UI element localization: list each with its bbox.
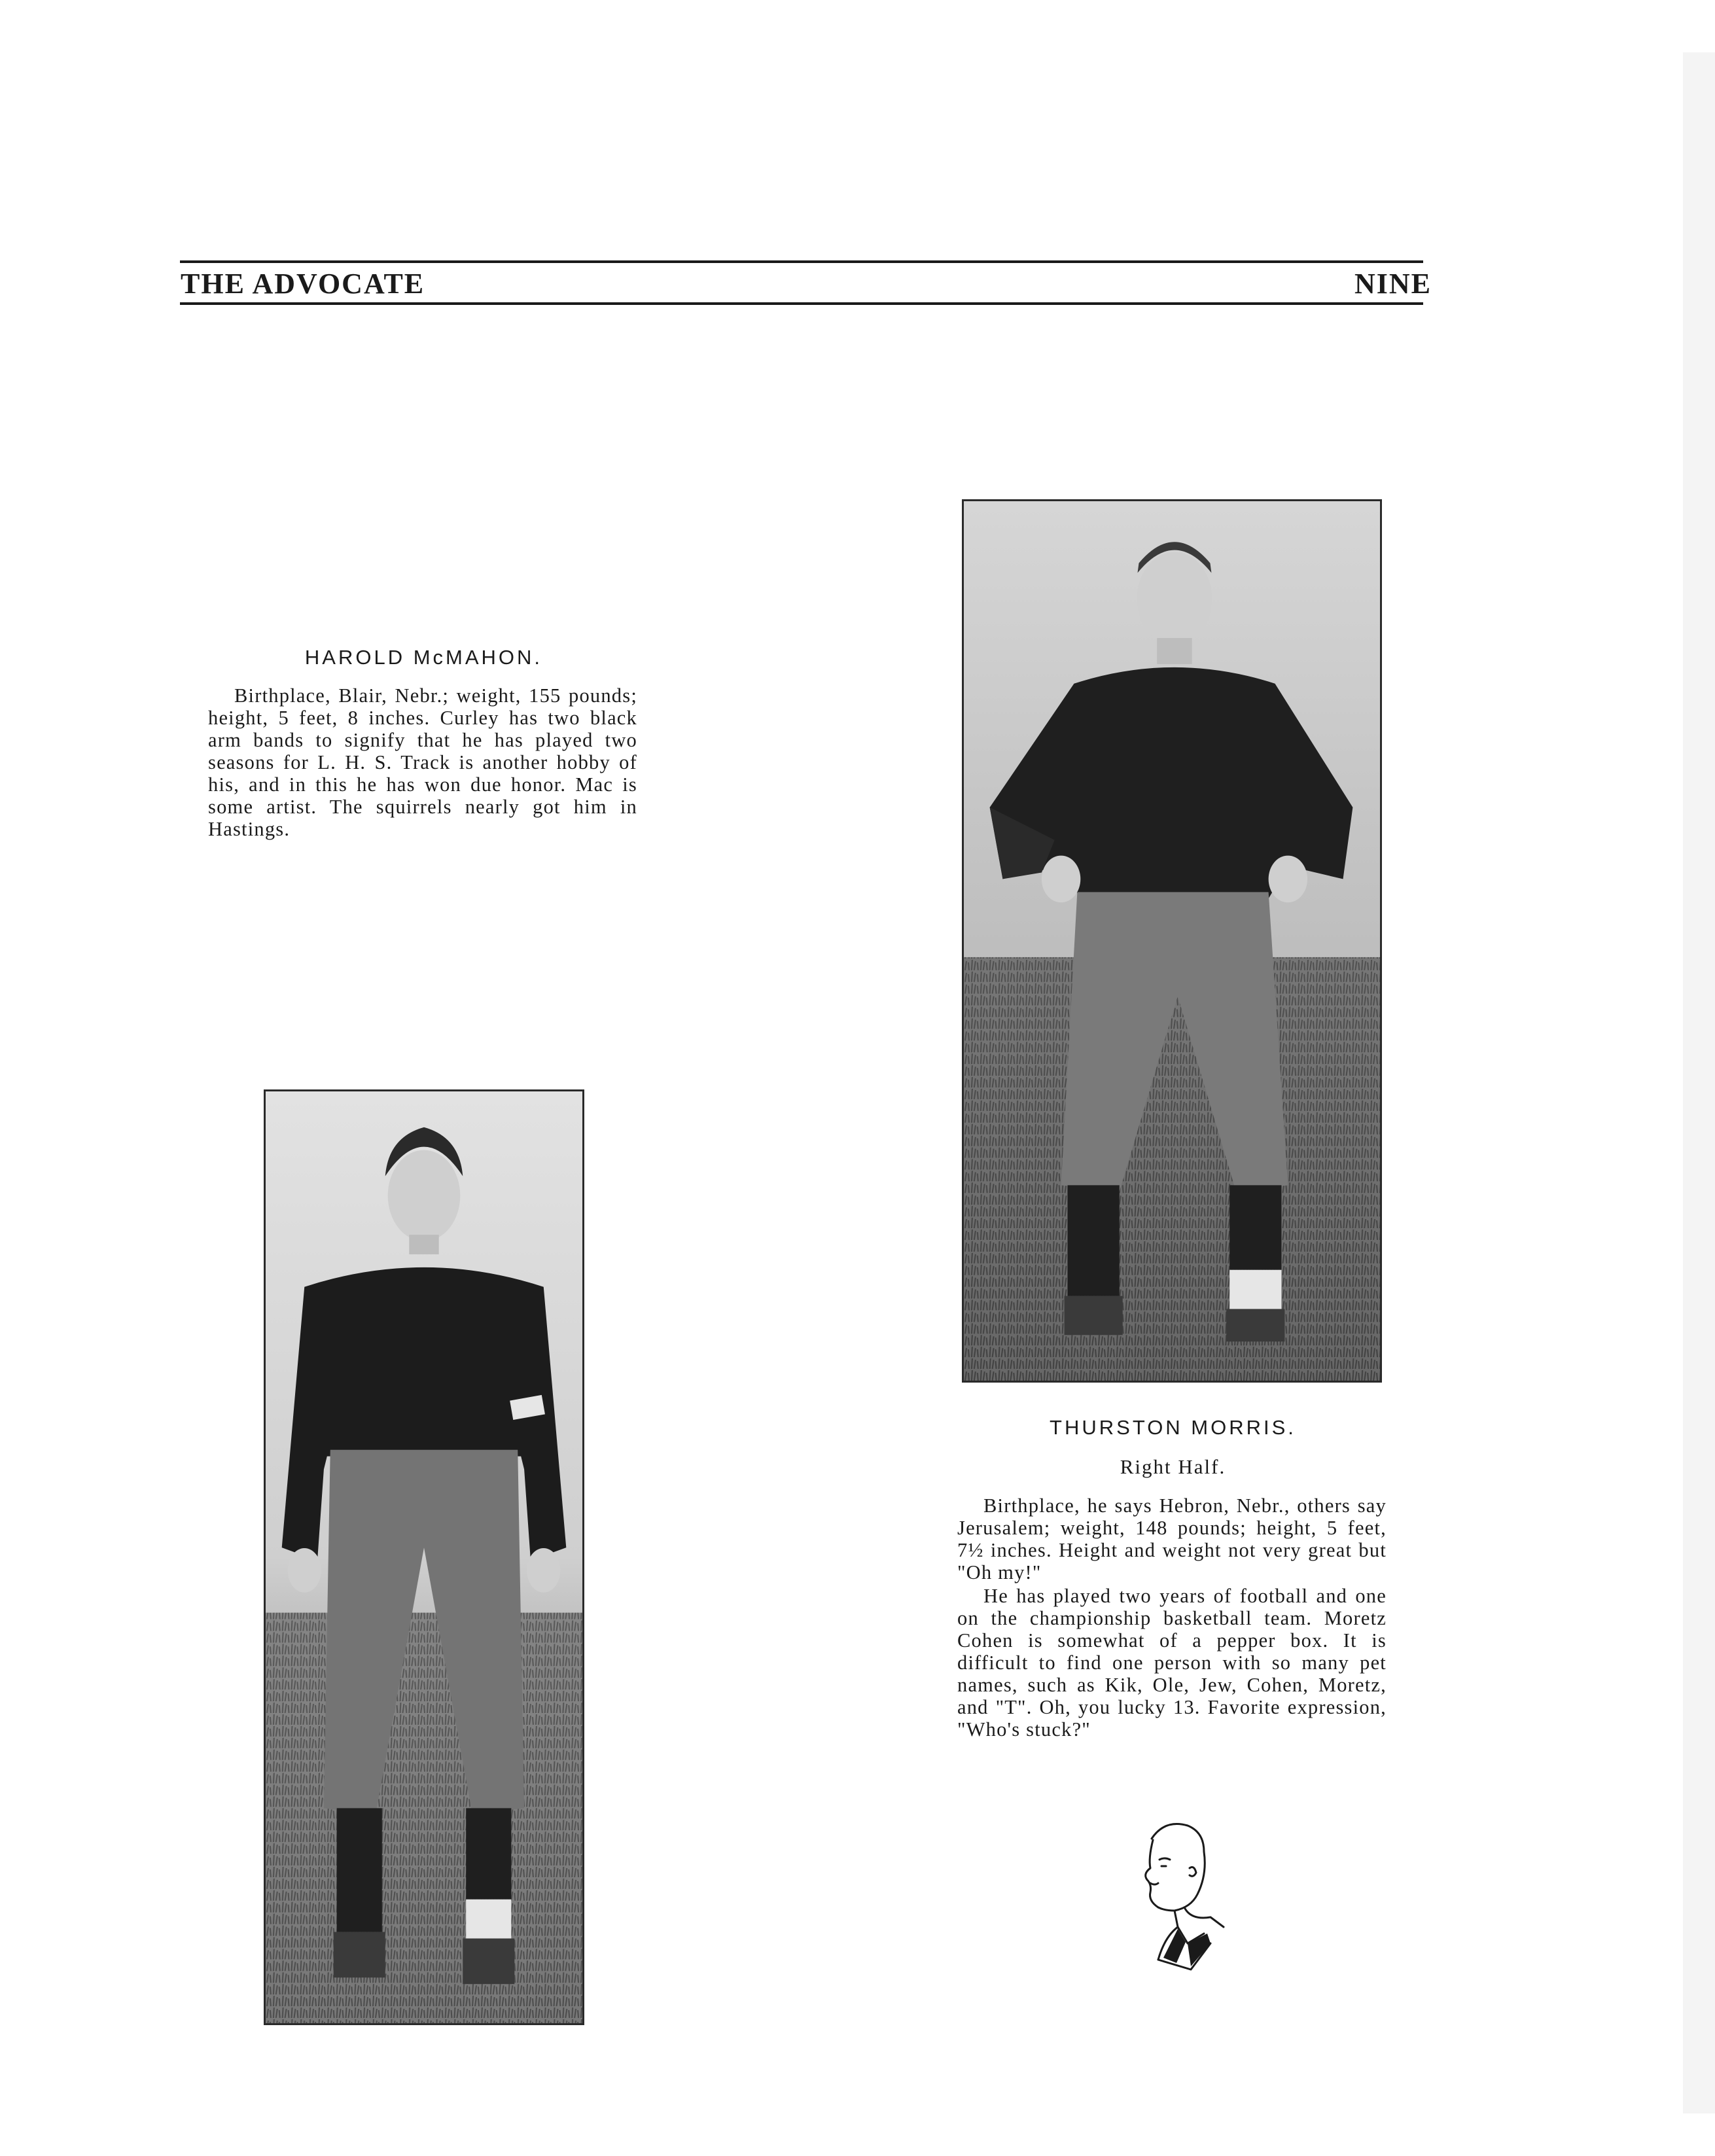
player-photo-morris-image [964,501,1380,1381]
caricature-sketch-image [1112,1812,1230,1976]
profile-position-morris: Right Half. [1120,1455,1226,1478]
profile-name-mcmahon: HAROLD McMAHON. [304,646,543,669]
bio-paragraph: He has played two years of football and one on the championship basketball team. Moretz Cohen is somewhat of a pepper box. It is difficult to find one person with so many pet names, such as Kik, Ole, Jew, Cohen, Moretz, and "T". Oh, you lucky 13. Favorite expression, "Who's stuck?" [957,1585,1387,1741]
caricature-sketch-illustration [1112,1812,1230,1976]
bio-paragraph: Birthplace, Blair, Nebr.; weight, 155 pounds; height, 5 feet, 8 inches. Curley has two black arm bands to signify that he has played two seasons for L. H. S. Track is another hobby of his, and in this he has won due honor. Mac is some artist. The squirrels nearly got him in Hastings. [208,684,637,840]
player-photo-morris [962,499,1382,1383]
profile-name-morris: THURSTON MORRIS. [1050,1416,1296,1439]
player-photo-mcmahon [264,1089,584,2025]
player-photo-mcmahon-image [266,1091,582,2023]
bio-paragraph: Birthplace, he says Hebron, Nebr., others say Jerusalem; weight, 148 pounds; height, 5 feet, 7½ inches. Height and weight not very great but "Oh my!" [957,1494,1387,1583]
page-number-label: NINE [1354,268,1432,300]
header-rule-top [180,260,1423,263]
publication-title: THE ADVOCATE [181,268,425,300]
profile-bio-morris [957,1494,1387,1741]
profile-bio-mcmahon [208,684,637,840]
header-rule-bottom [180,302,1423,305]
page-edge-shadow [1683,52,1715,2113]
